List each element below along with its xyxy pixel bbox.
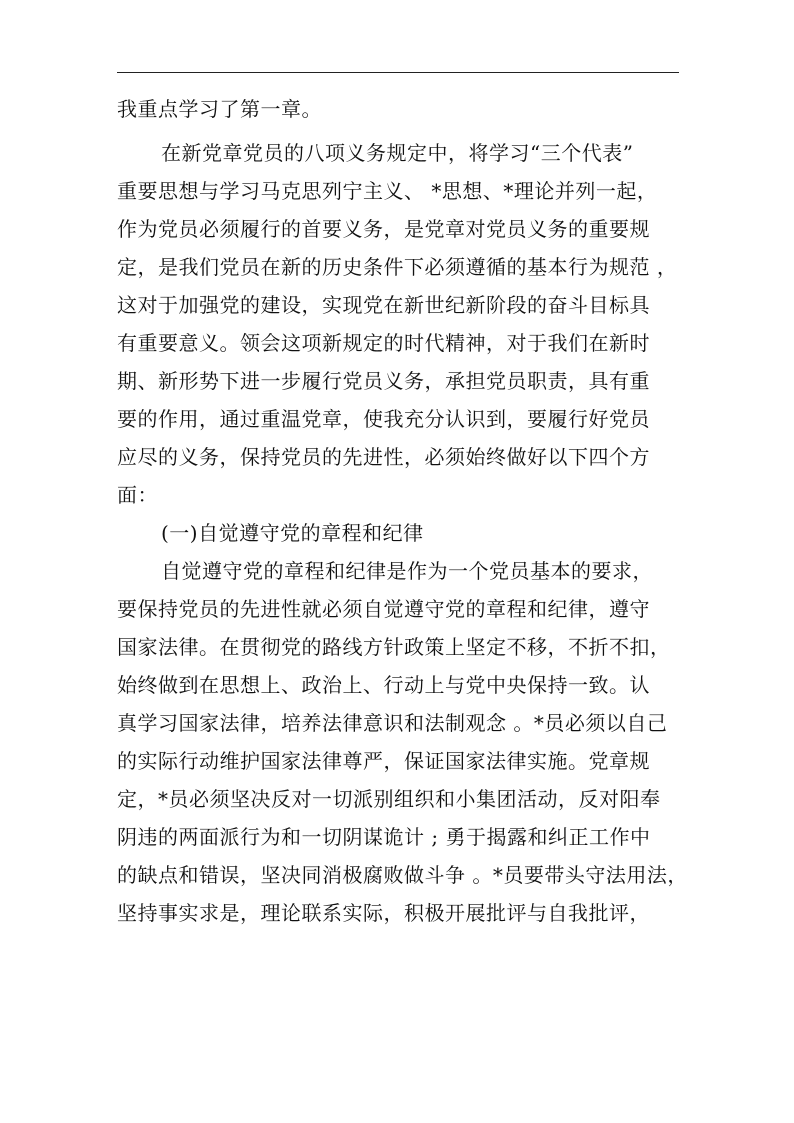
text-line: 这对于加强党的建设，实现党在新世纪新阶段的奋斗目标具 <box>117 293 650 317</box>
text-line: 我重点学习了第一章。 <box>117 97 322 121</box>
text-line: 有重要意义。领会这项新规定的时代精神，对于我们在新时 <box>117 331 650 355</box>
text-line: 面： <box>117 483 158 507</box>
text-line: 要的作用，通过重温党章，使我充分认识到，要履行好党员 <box>117 407 650 431</box>
text-line: 的缺点和错误，坚决同消极腐败做斗争 。*员要带头守法用法， <box>117 863 688 887</box>
text-line: 始终做到在思想上、政治上、行动上与党中央保持一致。认 <box>117 673 650 697</box>
text-line: 重要思想与学习马克思列宁主义、 *思想、*理论并列一起， <box>117 179 658 203</box>
text-line: 坚持事实求是，理论联系实际，积极开展批评与自我批评， <box>117 901 650 925</box>
header-rule <box>117 72 679 73</box>
text-line: 真学习国家法律，培养法律意识和法制观念 。*员必须以自己 <box>117 711 668 735</box>
text-line: 的实际行动维护国家法律尊严，保证国家法律实施。党章规 <box>117 749 650 773</box>
text-line: 期、新形势下进一步履行党员义务，承担党员职责，具有重 <box>117 369 650 393</box>
text-line: 作为党员必须履行的首要义务，是党章对党员义务的重要规 <box>117 217 650 241</box>
text-line: 国家法律。在贯彻党的路线方针政策上坚定不移，不折不扣， <box>117 635 671 659</box>
paragraph-first-line: 在新党章党员的八项义务规定中，将学习“三个代表” <box>161 141 634 165</box>
paragraph-first-line: 自觉遵守党的章程和纪律是作为一个党员基本的要求， <box>161 559 653 583</box>
text-line: 定，是我们党员在新的历史条件下必须遵循的基本行为规范 ， <box>117 255 678 279</box>
document-body <box>117 90 697 932</box>
text-line: 定，*员必须坚决反对一切派别组织和小集团活动，反对阳奉 <box>117 787 661 811</box>
text-line: 阴违的两面派行为和一切阴谋诡计 ; 勇于揭露和纠正工作中 <box>117 825 651 849</box>
text-line: 要保持党员的先进性就必须自觉遵守党的章程和纪律，遵守 <box>117 597 650 621</box>
section-heading: (一)自觉遵守党的章程和纪律 <box>161 521 424 545</box>
text-line: 应尽的义务，保持党员的先进性，必须始终做好以下四个方 <box>117 445 650 469</box>
